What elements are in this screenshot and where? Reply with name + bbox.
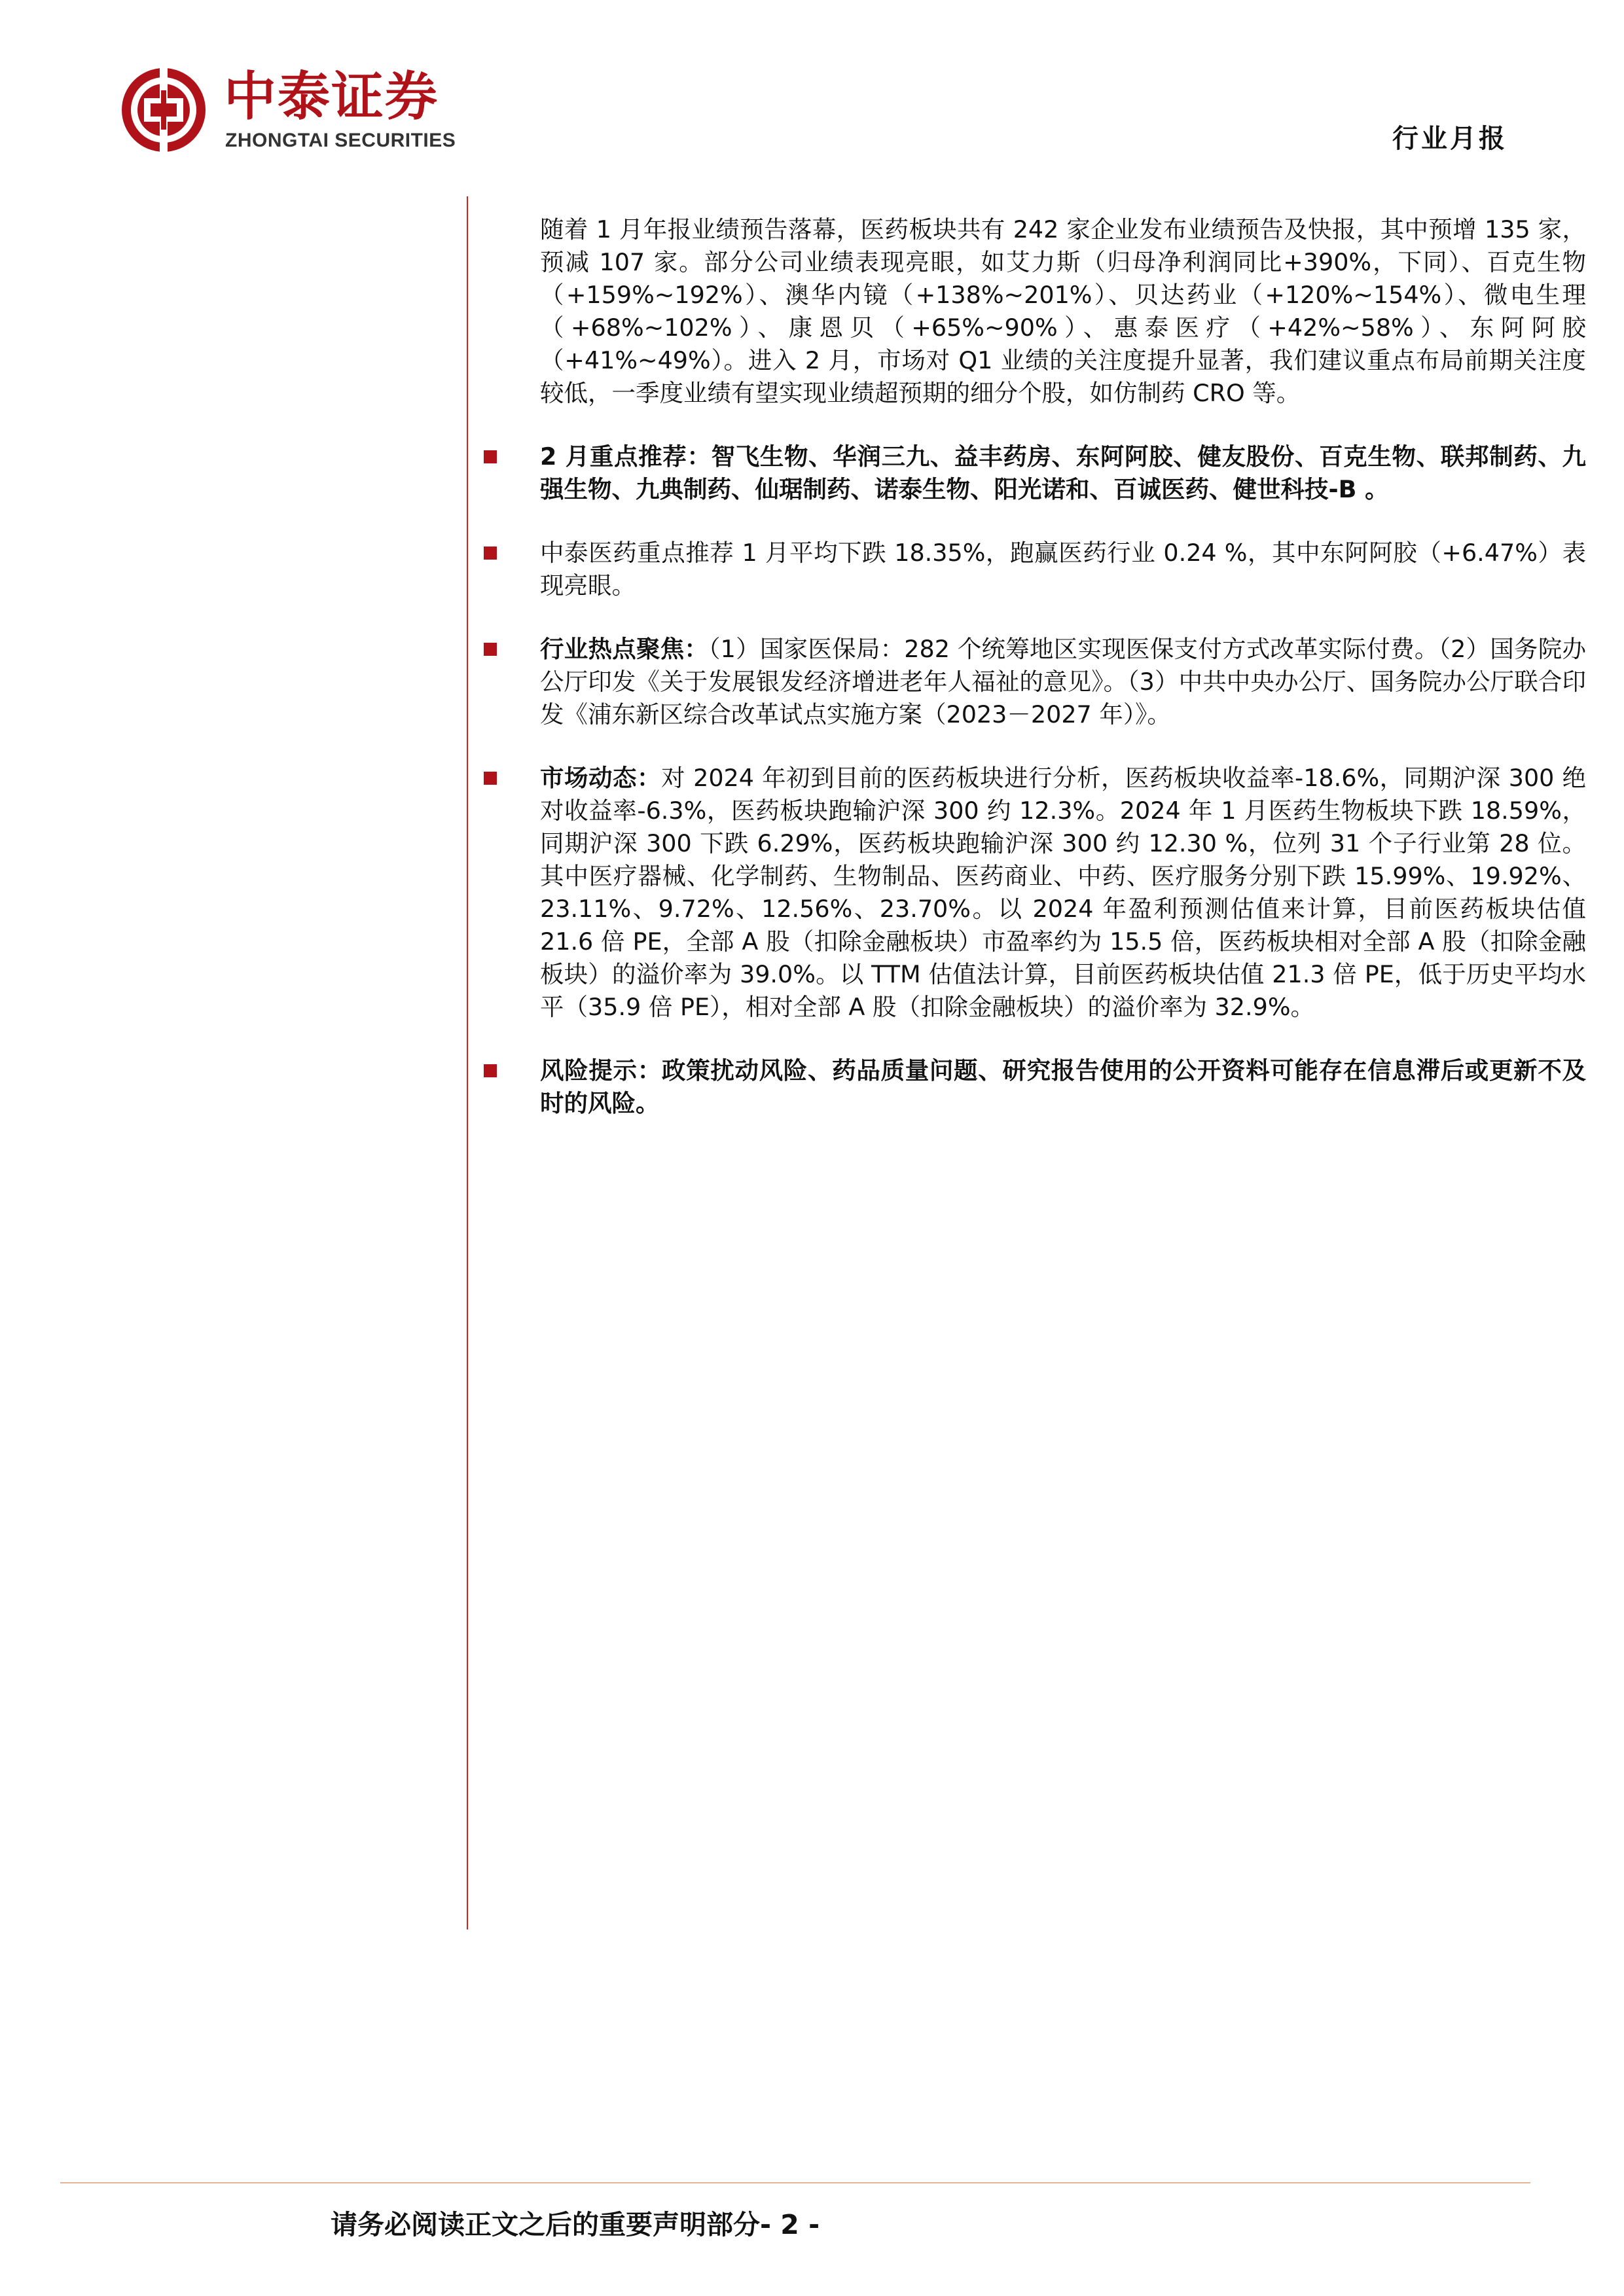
footer-divider: [60, 2182, 1530, 2183]
bullet-industry-hotspots: [540, 633, 1586, 731]
bullet-lead: 风险提示：: [540, 1056, 662, 1085]
bullet-risk-warning: [540, 1054, 1586, 1120]
bullet-lead: 2 月重点推荐：: [540, 442, 712, 471]
bullet-portfolio-performance: [540, 537, 1586, 602]
zhongtai-logo-icon: [118, 64, 209, 156]
page-number: - 2 -: [760, 2209, 820, 2240]
report-type-label: 行业月报: [1392, 124, 1507, 154]
bullet-text: 智飞生物、华润三九、益丰药房、东阿阿胶、健友股份、百克生物、联邦制药、九强生物、九典制药、仙琚制药、诺泰生物、阳光诺和、百诚医药、健世科技-B 。: [540, 442, 1587, 503]
summary-content: [540, 213, 1586, 1151]
logo-english-name: ZHONGTAI SECURITIES: [225, 130, 456, 151]
bullet-text: 中泰医药重点推荐 1 月平均下跌 18.35%，跑赢医药行业 0.24 %，其中东阿阿胶（+6.47%）表现亮眼。: [540, 539, 1586, 600]
bullet-lead: 市场动态：: [540, 764, 661, 792]
bullet-text: 对 2024 年初到目前的医药板块进行分析，医药板块收益率-18.6%，同期沪深 300 绝对收益率-6.3%，医药板块跑输沪深 300 约 12.3%。2024 年 1 月医药生物板块下跌 18.59%，同期沪深 300 下跌 6.29%，医药板块跑输沪深 300 约 12.30 %，位列 31 个子行业第 28 位。其中医疗器械、化学制药、生物制品、医药商业、中药、医疗服务分别下跌 15.99%、19.92%、23.11%、9.72%、12.56%、23.70%。以 2024 年盈利预测估值来计算，目前医药板块估值 21.6 倍 PE，全部 A 股（扣除金融板块）市盈率约为 15.5 倍，医药板块相对全部 A 股（扣除金融板块）的溢价率为 39.0%。以 TTM 估值法计算，目前医药板块估值 21.3 倍 PE，低于历史平均水平（35.9 倍 PE），相对全部 A 股（扣除金融板块）的溢价率为 32.9%。: [540, 764, 1587, 1021]
left-rule-divider: [467, 196, 468, 1929]
bullet-text: 政策扰动风险、药品质量问题、研究报告使用的公开资料可能存在信息滞后或更新不及时的风险。: [540, 1056, 1587, 1117]
intro-paragraph: 随着 1 月年报业绩预告落幕，医药板块共有 242 家企业发布业绩预告及快报，其中预增 135 家，预减 107 家。部分公司业绩表现亮眼，如艾力斯（归母净利润同比+390%，下同）、百克生物（+159%~192%）、澳华内镜（+138%~201%）、贝达药业（+120%~154%）、微电生理（+68%~102%）、康恩贝（+65%~90%）、惠泰医疗（+42%~58%）、东阿阿胶（+41%~49%）。进入 2 月，市场对 Q1 业绩的关注度提升显著，我们建议重点布局前期关注度较低，一季度业绩有望实现业绩超预期的细分个股，如仿制药 CRO 等。: [540, 215, 1586, 407]
bullet-lead: 行业热点聚焦：: [540, 635, 709, 663]
bullet-text: （1）国家医保局：282 个统筹地区实现医保支付方式改革实际付费。（2）国务院办公厅印发《关于发展银发经济增进老年人福祉的意见》。（3）中共中央办公厅、国务院办公厅联合印发《浦东新区综合改革试点实施方案（2023－2027 年）》。: [540, 635, 1587, 728]
company-logo: [118, 64, 484, 162]
footer: [331, 2203, 820, 2242]
bullet-market-dynamics: [540, 762, 1586, 1024]
bullet-square-icon: [484, 547, 497, 560]
logo-chinese-name: 中泰证券: [224, 66, 439, 127]
bullet-square-icon: [484, 450, 497, 463]
bullet-square-icon: [484, 772, 497, 785]
bullet-square-icon: [484, 643, 497, 656]
footer-disclaimer: 请务必阅读正文之后的重要声明部分: [331, 2209, 760, 2240]
bullet-square-icon: [484, 1064, 497, 1077]
bullet-recommendations: [540, 440, 1586, 506]
